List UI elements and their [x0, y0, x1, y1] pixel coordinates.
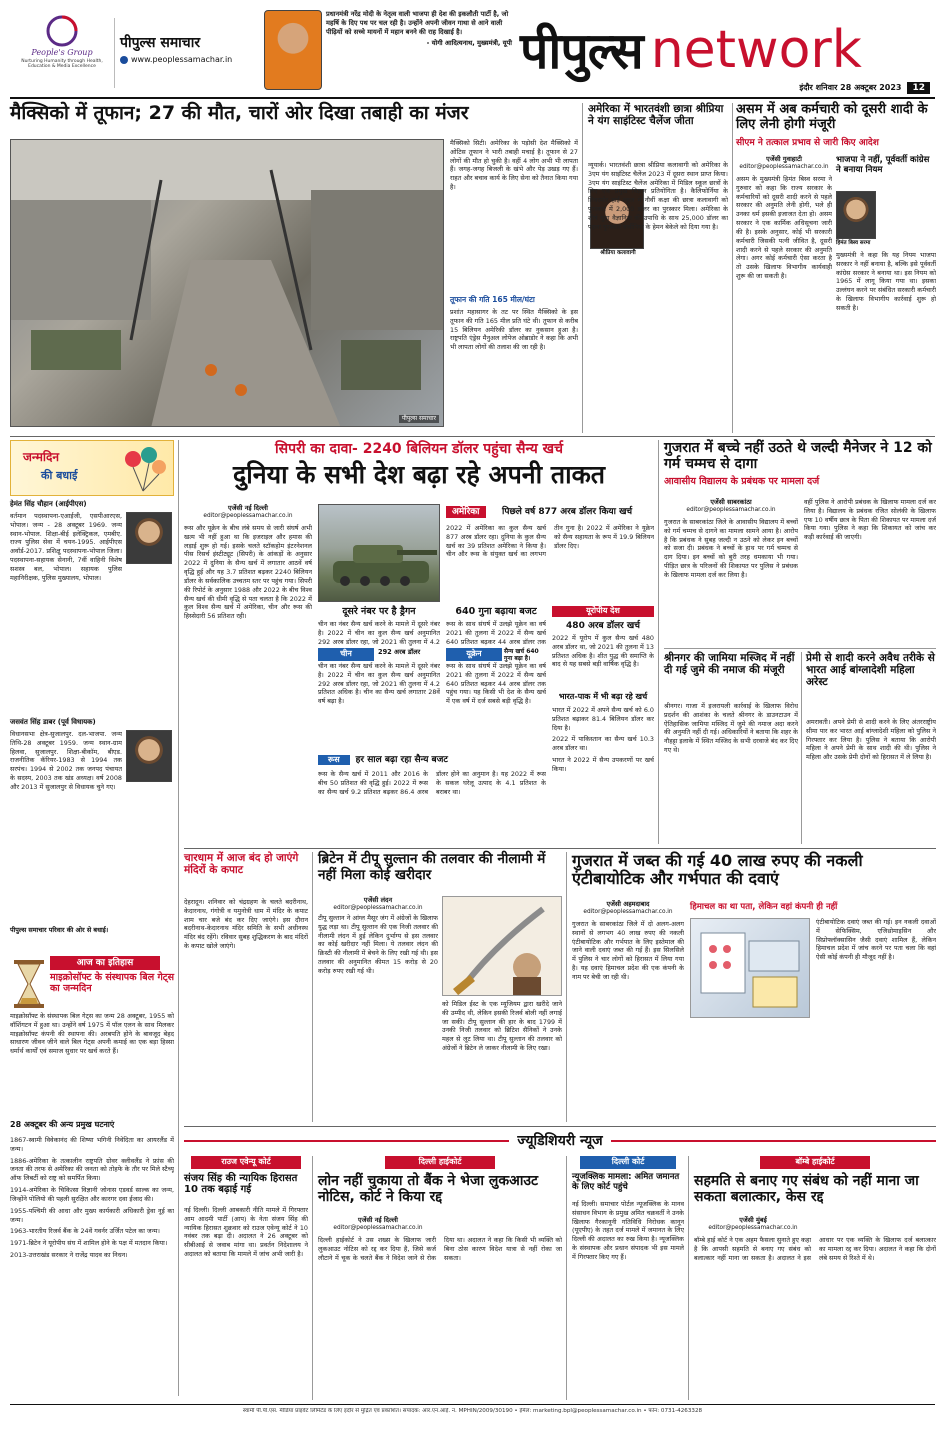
europe-label: यूरोपीय देश [552, 606, 654, 617]
network-brand [520, 6, 930, 80]
russia-row [318, 752, 546, 768]
military-byline-block [184, 504, 312, 521]
judiciary-col-1 [184, 1156, 308, 1400]
jama-headline: श्रीनगर की जामिया मस्जिद में नहीं दी गई जुमे की नमाज की मंजूरी [664, 652, 795, 677]
history-events-title: 28 अक्टूबर की अन्य प्रमुख घटनाएं [10, 1120, 115, 1129]
quote-text: प्रधानमंत्री नरेंद्र मोदी के नेतृत्व वाली भाजपा ही देश की इकलौती पार्टी है, जो महर्षि के दिए पथ पर चल रही है। उन्होंने अपनी जीवन गाथा से आने वाली पीढ़ियों को सच्चे मायनों में महान बनने की राह दिखाई है। [326, 10, 509, 37]
ukraine-head: 640 गुना बढ़ाया बजट [455, 606, 537, 617]
ukraine-label: यूक्रेन [446, 648, 502, 661]
mexico-headline: मैक्सिको में तूफान; 27 की मौत, चारों ओर दिखा तबाही का मंजर [10, 102, 469, 124]
gujarat-medicine-body: गुजरात के साबरकांठा जिले में दो अलग-अलग स्थानों से लगभग 40 लाख रुपए की नकली एंटीबायोटिक और गर्भपात के लिए इस्तेमाल की जाने वाली दवाएं जब्त की गई हैं। इस सिलसिले में पुलिस ने चार लोगों को हिरासत में लिया गया है। यह दवाएं हिमाचल प्रदेश की एक कंपनी के नाम पर बेची जा रही थी। [572, 920, 684, 981]
shripriya-caption: श्रीप्रिया कलावागी [600, 250, 636, 256]
mexico-photo [10, 139, 444, 427]
shripriya-body: न्यूयार्क। भारतवंशी छात्रा श्रीप्रिया कलावागी को अमेरिका के 3एम यंग साइंटिस्ट चैलेंज 2023 में दूसरा स्थान प्राप्त किया। 3एम यंग साइंटिस्ट चैलेंज अमेरिका में मिडिल स्कूल छात्रों के लिए एक प्रमुख विज्ञान प्रतियोगिता है। कैलिफोर्निया के लिवरमोर हाई स्कूल में नौवीं कक्षा की छात्रा कलावागी को पुरस्कार में 2,000 डॉलर का पुरस्कार मिला। अमेरिका के शीर्ष युवा वैज्ञानिक की उपाधि के साथ 25,000 डॉलर का पहला पुरस्कार वर्जीनिया के हेमन बेकेले को दिया गया है। [588, 161, 728, 231]
history-event: 2013-उत्तराखंड सरकार ने राजेंद्र यादव का निधन। [10, 1251, 128, 1260]
history-label: आज का इतिहास [50, 956, 160, 970]
military-headline: दुनिया के सभी देश बढ़ा रहे अपनी ताकत [232, 459, 606, 489]
gujarat-school-byline-block [664, 498, 798, 515]
jama-story [664, 652, 798, 844]
tipu-headline: ब्रिटेन में टीपू सुल्तान की तलवार की नीलामी में नहीं मिला कोई खरीदार [318, 851, 546, 883]
gujarat-medicine-subhead: हिमाचल का था पता, लेकिन वहां कंपनी ही नहीं [690, 902, 838, 912]
history-event: 1955-पश्चिमी की आधा और मुख्य कार्यकारी अधिकारी ड्रेवा नूई का जन्म। [10, 1206, 174, 1224]
judiciary-c3-label: दिल्ली कोर्ट [580, 1156, 676, 1169]
history-title: माइक्रोसॉफ्ट के संस्थापक बिल गेट्स का जन्मदिन [50, 972, 174, 995]
gujarat-medicine-body-2: एंटीबायोटिक दवाएं जब्त की गई। इन नकली दवाओं में सेफिक्सिम, एजिथ्रोमाइसिन और सिप्रोफ्लॉक्सासिन जैसी दवाएं शामिल हैं, लेकिन हिमाचल प्रदेश में जांच करने पर पता चला कि वहां ऐसी कोई कंपनी ही मौजूद नहीं है। [816, 918, 936, 962]
china-body: चीन का नंबर सैन्य खर्च करने के मामले में दूसरे नंबर है। 2022 में चीन का कुल सैन्य खर्च अनुमानित 292 अरब डॉलर रहा, जो 2021 की तुलना में 4.2 प्रतिशत अधिक है। चीन का सैन्य खर्च लगातार 28वें वर्ष बढ़ा है। [318, 662, 440, 706]
birthday-title-1: जन्मदिन [23, 450, 60, 464]
china-value: 292 अरब डॉलर [378, 648, 421, 656]
russia-head: हर साल बढ़ा रहा सैन्य बजट [355, 754, 448, 765]
medicine-photo [690, 918, 810, 1018]
shripriya-headline: अमेरिका में भारतवंशी छात्रा श्रीप्रिया ने यंग साइंटिस्ट चैलेंज जीता [588, 103, 724, 128]
second-head: दूसरे नंबर पर है ड्रैगन [342, 606, 416, 617]
judiciary-c2-label: दिल्ली हाईकोर्ट [385, 1156, 495, 1169]
birthday-person-2-photo [126, 730, 172, 782]
birthday-person-2-name: जसवंत सिंह डाबर (पूर्व विधायक) [10, 718, 96, 726]
gujarat-school-byline: एजेंसी साबरकांठा [710, 498, 752, 506]
birthday-wish: पीपुल्स समाचार परिवार की ओर से बधाई। [10, 926, 109, 934]
peoples-group-tagline: Nurturing Humanity through Health, Education & Media Excellence [21, 58, 103, 70]
brand-hindi: पीपुल्स [520, 22, 643, 80]
balloons-icon [121, 445, 169, 493]
gujarat-school-subhead: आवासीय विद्यालय के प्रबंधक पर मामला दर्ज [664, 476, 820, 488]
mexico-body: प्रशांत महासागर के तट पर स्थित मैक्सिको के इस तूफान की गति 165 मील प्रति घंटे थी। तूफान से करीब 15 बिलियन अमेरिकी डॉलर का नुकसान हुआ है। राष्ट्रपति एंड्रेस मैनुअल लोपेज ओब्राडोर ने कहा कि अभी भी लापता लोगों की तलाश की जा रही है। [450, 308, 578, 352]
birthday-title-2: की बधाई [41, 469, 78, 482]
judiciary-c4-body: बॉम्बे हाई कोर्ट ने एक अहम फैसला सुनाते हुए कहा है कि आपसी सहमति से बनाए गए संबंध को बलात्कार नहीं माना जा सकता है। अदालत ने इस आधार पर एक व्यक्ति के खिलाफ दर्ज बलात्कार का मामला रद्द कर दिया। अदालत ने कहा कि दोनों लंबे समय से रिश्ते में थे। [694, 1236, 936, 1262]
judiciary-c2-email: editor@peoplessamachar.co.in [333, 1224, 423, 1231]
storm-damage-photo-icon [11, 140, 444, 427]
judiciary-col-4 [694, 1156, 936, 1400]
quote-author: - योगी आदित्यनाथ, मुख्यमंत्री, यूपी [426, 39, 512, 48]
judiciary-c1-head: संजय सिंह की न्यायिक हिरासत 10 तक बढ़ाई गई [184, 1172, 298, 1196]
judiciary-c2-byline-block [318, 1216, 438, 1233]
china-intro: चीन का नंबर सैन्य खर्च करने के मामले में दूसरे नंबर है। 2022 में चीन का कुल सैन्य खर्च अनुमानित 292 अरब डॉलर रहा, जो 2021 की तुलना में 4.2 [318, 620, 440, 646]
peoples-group-emblem-icon [45, 14, 79, 48]
assam-byline-block [736, 155, 832, 172]
america-head: पिछले वर्ष 877 अरब डॉलर किया खर्च [502, 507, 633, 517]
peoples-group-logo [12, 14, 112, 92]
website-link[interactable]: www.peoplessamachar.in [131, 54, 233, 64]
assam-body: असम के मुख्यमंत्री हिमंत बिस्व सरमा ने गुरुवार को कहा कि राज्य सरकार के कर्मचारियों को दूसरी शादी करने से पहले सरकार की अनुमति लेनी होगी, भले ही उनका धर्म इसकी इजाजत देता हो। असम सरकार ने एक कार्मिक अधिसूचना जारी की है। इसके अनुसार, कोई भी सरकारी कर्मचारी जिसकी पत्नी जीवित है, दूसरी शादी करने से पहले सरकार की अनुमति लेगा। अगर कोई कर्मचारी ऐसा करता है तो उसके खिलाफ विभागीय कार्यवाही शुरू की जा सकती है। [736, 175, 832, 281]
ukraine-intro: रूस के साथ संघर्ष में उलझे यूक्रेन का वर्ष 2021 की तुलना में 2022 में सैन्य खर्च 640 प्रतिशत बढ़कर 44 अरब डॉलर तक [446, 620, 546, 646]
birthday-person-1-name: हेमंत सिंह चौहान (आईपीएस) [10, 500, 87, 508]
assam-email: editor@peoplessamachar.co.in [739, 163, 829, 170]
assam-subhead: सीएम ने तत्काल प्रभाव से जारी किए आदेश [736, 137, 879, 148]
mexico-story [10, 103, 578, 433]
military-story [184, 440, 654, 844]
gujarat-school-email: editor@peoplessamachar.co.in [686, 506, 776, 513]
footer-imprint: स्वामी पी.पी.एस. मीडिया प्राइवेट लिमिटेड के लिए इंदौर से मुद्रित एवं प्रकाशित। संपादक: आर.एन.आई. नं. MPHIN/2009/30190 • ईमेल: marketing.bpl@peoplessamachar.co.in • फोन: 0731-4263328 [242, 1408, 703, 1414]
globe-icon [120, 56, 128, 64]
judiciary-c2-byline: एजेंसी नई दिल्ली [358, 1216, 398, 1224]
chardham-story [184, 852, 308, 1122]
china-label: चीन [318, 648, 374, 661]
america-body: 2022 में अमेरिका का कुल सैन्य खर्च 877 अरब डॉलर रहा। दुनिया के कुल सैन्य खर्च का 39 प्रतिशत अमेरिका ने किया है। चीन और रूस के संयुक्त खर्च का लगभग तीन गुना है। 2022 में अमेरिका ने यूक्रेन को सैन्य सहायता के रूप में 19.9 बिलियन डॉलर दिए। [446, 524, 654, 559]
birthday-banner [10, 440, 174, 496]
assam-box-body: मुख्यमंत्री ने कहा कि यह नियम भाजपा सरकार ने नहीं बनाया है, बल्कि इसे पूर्ववर्ती कांग्रेस सरकार ने बनाया था। इस नियम को 1965 में लागू किया गया था। इसका उल्लंघन करने पर संबंधित सरकारी कर्मचारी के खिलाफ विभागीय कार्रवाई शुरू हो सकती है। [836, 251, 936, 312]
assam-box [836, 155, 936, 429]
assam-cm-caption: हिमंत बिस्व सरमा [836, 240, 871, 246]
gujarat-medicine-email: editor@peoplessamachar.co.in [583, 908, 673, 915]
gujarat-school-story [664, 440, 936, 646]
assam-byline: एजेंसी गुवाहाटी [766, 155, 802, 163]
masthead [0, 0, 945, 100]
assam-story [736, 103, 936, 433]
assam-cm-photo [836, 191, 876, 239]
gujarat-medicine-headline: गुजरात में जब्त की गई 40 लाख रुपए की नकली एंटीबायोटिक और गर्भपात की दवाएं [572, 851, 863, 889]
europe-body: 2022 में यूरोप में कुल सैन्य खर्च 480 अरब डॉलर था, जो 2021 की तुलना में 13 प्रतिशत अधिक है। शीत युद्ध की समाप्ति के बाद से यह सबसे बड़ी वार्षिक वृद्धि है। [552, 634, 654, 669]
judiciary-banner-text: ज्यूडिशियरी न्यूज [517, 1132, 603, 1149]
quote-box [326, 10, 512, 92]
premi-story [806, 652, 936, 844]
india-head: भारत-पाक में भी बढ़ा रहे खर्च [558, 692, 648, 701]
premi-headline: प्रेमी से शादी करने अवैध तरीके से भारत आई बांग्लादेशी महिला अरेस्ट [806, 652, 935, 689]
mexico-lead: मैक्सिको सिटी। अमेरिका के पड़ोसी देश मैक्सिको में ओटिस तूफान ने भारी तबाही मचाई है। तूफान से 27 लोगों की मौत हो चुकी है। वहीं 4 लोग अभी भी लापता हैं। जगह-जगह बिजली के खंभे और पेड़ उखड़ गए हैं। राहत और बचाव कार्य के लिए सेना को तैनात किया गया है। [450, 139, 578, 192]
military-tank-photo [318, 504, 440, 602]
judiciary-c3-body: नई दिल्ली। समाचार पोर्टल न्यूजक्लिक के मानव संसाधन विभाग के प्रमुख अमित चक्रवर्ती ने उनके खिलाफ गैरकानूनी गतिविधि निरोधक कानून (यूएपीए) के तहत दर्ज मामले में जमानत के लिए दिल्ली की अदालत का रुख किया है। न्यूजक्लिक के संस्थापक और प्रधान संपादक भी इस मामले में गिरफ्तार किए गए हैं। [572, 1200, 684, 1261]
judiciary-c3-head: न्यूजक्लिक मामला: अमित जमानत के लिए कोर्ट पहुंचे [572, 1171, 680, 1192]
judiciary-c1-body: नई दिल्ली। दिल्ली आबकारी नीति मामले में गिरफ्तार आम आदमी पार्टी (आप) के नेता संजय सिंह की न्यायिक हिरासत शुक्रवार को राउज एवेन्यू कोर्ट ने 10 नवंबर तक बढ़ा दी। अदालत ने 26 अक्टूबर को सीबीआई से जवाब मांगा था। प्रवर्तन निदेशालय ने अदालत को बताया कि मामले में जांच अभी जारी है। [184, 1206, 308, 1259]
military-kicker: सिपरी का दावा- 2240 बिलियन डॉलर पहुंचा सैन्य खर्च [275, 441, 563, 457]
india-points [552, 706, 654, 842]
premi-body: अमरावती। अपने प्रेमी से शादी करने के लिए अंतरराष्ट्रीय सीमा पार कर भारत आई बांग्लादेशी महिला को पुलिस ने गिरफ्तार कर लिया है। पुलिस ने बताया कि आरोपी महिला ने अपने प्रेमी के साथ शादी की थी। पुलिस ने महिला और उसके प्रेमी दोनों को हिरासत में ले लिया है। [806, 718, 936, 762]
russia-body: रूस के सैन्य खर्च में 2011 और 2016 के बीच 50 प्रतिशत की वृद्धि हुई। 2022 में रूस का सैन्य खर्च 9.2 प्रतिशत बढ़कर 86.4 अरब डॉलर होने का अनुमान है। यह 2022 में रूस के सकल घरेलू उत्पाद के 4.1 प्रतिशत के बराबर था। [318, 770, 546, 796]
judiciary-c2-head: लोन नहीं चुकाया तो बैंक ने भेजा लुकआउट नोटिस, कोर्ट ने किया रद्द [318, 1172, 539, 1205]
birthday-person-1-body: वर्तमान पदस्थापना-एआईजी, एसपीआरएस, भोपाल। जन्म - 28 अक्टूबर 1969. जन्म स्थान-भोपाल. शिक्षा-बीई इलेक्ट्रिकल, एमबीए. राज्य पुलिस सेवा में चयन-1995. आईपीएस अवॉर्ड-2017. प्रशिक्षु पदस्थापना-भोपाल जिला। पदस्थापना-सहायक सेनानी, 7वीं वाहिनी विशेष सशस्त्र बल, भोपाल। सहायक पुलिस महानिरीक्षक, पुलिस मुख्यालय, भोपाल। [10, 512, 122, 582]
tipu-story [318, 852, 562, 1122]
birthday-section [10, 440, 174, 950]
medicine-strips-icon [691, 919, 811, 1019]
judiciary-c1-label: राउज एवेन्यू कोर्ट [191, 1156, 301, 1169]
assam-box-title: भाजपा ने नहीं, पूर्ववर्ती कांग्रेस ने बनाया नियम [836, 155, 930, 176]
history-body: माइक्रोसॉफ्ट के संस्थापक बिल गेट्स का जन्म 28 अक्टूबर, 1955 को वॉशिंगटन में हुआ था। उन्होंने वर्ष 1975 में पॉल एलन के साथ मिलकर माइक्रोसॉफ्ट कंपनी की स्थापना की। अरबपति होने के बावजूद बेहद साधारण जीवन जीने वाले बिल गेट्स अपनी कमाई का एक बड़ा हिस्सा धर्मार्थ कार्यों एवं समाज सुधार पर खर्च करते हैं। [10, 1012, 174, 1056]
judiciary-c4-head: सहमति से बनाए गए संबंध को नहीं माना जा सकता बलात्कार, केस रद्द [694, 1172, 919, 1205]
tipu-body-2: को मिडिल ईस्ट के एक म्यूजियम द्वारा खरीदे जाने की उम्मीद थी, लेकिन इसकी रिजर्व बोली नहीं लगाई जा सकी। टीपू सुल्तान की हार के बाद 1799 में उनकी निजी तलवार को ब्रिटिश सैनिकों ने उनके महल से लूट लिया था। टीपू सुल्तान की तलवार को अंग्रेजों ने ब्रिटेन ले जाकर नीलामी के लिए रखा। [442, 1000, 562, 1053]
history-events-list [10, 1136, 174, 1392]
paper-logo [120, 34, 260, 66]
brand-english: network [650, 20, 862, 80]
america-label: अमेरिका [446, 506, 486, 518]
quote-portrait [264, 10, 322, 90]
history-event: 1867-स्वामी विवेकानंद की शिष्या भगिनी निवेदिता का आयरलैंड में जन्म। [10, 1136, 174, 1153]
military-lead: रूस और यूक्रेन के बीच लंबे समय से जारी संघर्ष अभी खत्म भी नहीं हुआ था कि इजराइल और हमास की लड़ाई शुरू हो गई। इसके चलते स्टॉकहोम इंटरनेशनल पीस रिसर्च इंस्टीट्यूट (सिपरी) के आंकड़ों के अनुसार 2022 में दुनिया के सैन्य खर्च में लगातार आठवें वर्ष वृद्धि हुई और यह 3.7 प्रतिशत बढ़कर 2240 बिलियन डॉलर के सर्वकालिक उच्चतम स्तर पर पहुंच गया। सिपरी की रिपोर्ट के अनुसार 1988 और 2022 के बीच विश्व सैन्य खर्च की धीमी वृद्धि से पता चलता है कि 2022 में कुल विश्व सैन्य खर्च में अमेरिका, चीन और रूस की हिस्सेदारी 56 प्रतिशत रही। [184, 524, 312, 621]
paper-logo-text: पीपुल्स समाचार [120, 35, 201, 51]
birthday-person-1-photo [126, 512, 172, 564]
judiciary-banner [184, 1130, 936, 1152]
india-point: भारत ने 2022 में सैन्य उपकरणों पर खर्च किया। [552, 756, 654, 773]
chardham-body: देहरादून। शनिवार को चंद्रग्रहण के चलते बदरीनाथ, केदारनाथ, गंगोत्री व यमुनोत्री धाम में मंदिर के कपाट शाम चार बजे बंद कर दिए जाएंगे। इस दौरान बदरीनाथ-केदारनाथ मंदिर समिति के सभी अधीनस्थ मंदिर बंद रहेंगे। रविवार सुबह शुद्धिकरण के बाद मंदिरों के कपाट खोले जाएंगे। [184, 898, 308, 951]
judiciary-col-3 [572, 1156, 684, 1400]
shripriya-story [588, 103, 728, 433]
dateline [600, 82, 930, 94]
tipu-photo [442, 896, 562, 996]
judiciary-c2-body: दिल्ली हाईकोर्ट ने उस शख्स के खिलाफ जारी लुकआउट नोटिस को रद्द कर दिया है, जिसे कर्ज लौटाने में चूक के चलते बैंक ने विदेश जाने से रोक दिया था। अदालत ने कहा कि किसी भी व्यक्ति को बिना ठोस कारण विदेश यात्रा से नहीं रोका जा सकता। [318, 1236, 562, 1262]
tipu-email: editor@peoplessamachar.co.in [333, 904, 423, 911]
sword-icon [443, 897, 563, 997]
gujarat-medicine-byline: एजेंसी अहमदाबाद [606, 900, 650, 908]
ukraine-body: रूस के साथ संघर्ष में उलझे यूक्रेन का वर्ष 2021 की तुलना में 2022 में सैन्य खर्च 640 प्रतिशत बढ़कर 44 अरब डॉलर तक पहुंच गया। यह किसी भी देश के सैन्य खर्च में एक वर्ष में दर्ज सबसे बड़ी वृद्धि है। [446, 662, 546, 706]
gujarat-school-body: गुजरात के साबरकांठा जिले के आवासीय विद्यालय में बच्चों को गर्म चम्मच से दागने का मामला सामने आया है। आरोप है कि प्रबंधक ने सुबह जल्दी न उठने को लेकर इन बच्चों को सजा दी। प्रबंधक ने बच्चों के हाथ पर गर्म चम्मच से दाग दिया। इन बच्चों को बुरी तरह धमकाया भी गया। पीड़ित छात्र के परिजनों की शिकायत पर पुलिस ने प्रबंधक के खिलाफ मामला दर्ज कर लिया है। [664, 518, 798, 579]
tipu-byline-block [318, 896, 438, 913]
mexico-photo-credit: पीपुल्स समाचार [399, 415, 439, 423]
judiciary-c4-byline: एजेंसी मुंबई [739, 1216, 767, 1224]
history-event: 1886-अमेरिका के तत्कालीन राष्ट्रपति ग्रोवर क्लीवलैंड ने फ्रांस की जनता की तरफ से अमेरिका की जनता को तोहफे के तौर पर मिले स्टैच्यू ऑफ लिबर्टी को राष्ट्र को समर्पित किया। [10, 1156, 174, 1183]
gujarat-school-headline: गुजरात में बच्चे नहीं उठते थे जल्दी मैनेजर ने 12 को गर्म चम्मच से दागा [664, 440, 932, 473]
gujarat-medicine-byline-block [572, 900, 684, 917]
tipu-body: टीपू सुल्तान ने आंग्ल मैसूर जंग में अंग्रेजों के खिलाफ युद्ध लड़ा था। टीपू सुल्तान की एक निजी तलवार की नीलामी लंदन में हुई लेकिन दुर्भाग्य से इस तलवार का कोई खरीदार नहीं मिला। ये तलवार लंदन की क्रिस्टी की नीलामी में बेचने के लिए रखी गई थी। इस तलवार की अनुमानित कीमत 15 करोड़ से 20 करोड़ रुपए रखी गई थी। [318, 914, 438, 975]
page-number: 12 [907, 82, 930, 94]
jama-body: श्रीनगर। गाजा में इजरायली कार्रवाई के खिलाफ विरोध प्रदर्शन की आशंका के चलते श्रीनगर के डाउनटाउन में ऐतिहासिक जामिया मस्जिद में जुमे की नमाज अदा करने की अनुमति नहीं दी गई। अधिकारियों ने बताया कि शहर के नौहट्टा इलाके में स्थित मस्जिद के सभी दरवाजे बंद कर दिए गए थे। [664, 702, 798, 755]
judiciary-c4-email: editor@peoplessamachar.co.in [708, 1224, 798, 1231]
judiciary-col-2 [318, 1156, 562, 1400]
history-event: 1971-ब्रिटेन ने यूरोपीय संघ में शामिल होने के पक्ष में मतदान किया। [10, 1239, 168, 1248]
gujarat-school-body-2: वहीं पुलिस ने आरोपी प्रबंधक के खिलाफ मामला दर्ज कर लिया है। विद्यालय के प्रबंधक रजित सोलंकी के खिलाफ एफ 10 वर्षीय छात्र के पिता की शिकायत पर मामला दर्ज किया गया। पुलिस ने कहा कि शिकायत को जांच कर कड़ी कार्रवाई की जाएगी। [804, 498, 936, 542]
history-event: 1963-भारतीय रिजर्व बैंक के 24वें गवर्नर उर्जित पटेल का जन्म। [10, 1227, 160, 1236]
judiciary-c4-label: बॉम्बे हाईकोर्ट [760, 1156, 870, 1169]
judiciary-c4-byline-block [694, 1216, 812, 1233]
military-email: editor@peoplessamachar.co.in [203, 512, 293, 519]
mexico-subhead: तूफान की गति 165 मील/घंटा [450, 295, 535, 304]
ukraine-value: सैन्य खर्च 640 गुना बढ़ा है। [504, 648, 539, 663]
chardham-headline: चारधाम में आज बंद हो जाएंगे मंदिरों के कपाट [184, 852, 299, 877]
hourglass-icon [12, 958, 46, 1010]
tipu-byline: एजेंसी लंदन [363, 896, 393, 904]
assam-headline: असम में अब कर्मचारी को दूसरी शादी के लिए लेनी होगी मंजूरी [736, 102, 928, 132]
peoples-group-name: People's Group [31, 48, 93, 57]
india-point: 2022 में पाकिस्तान का सैन्य खर्च 10.3 अरब डॉलर था। [552, 735, 654, 753]
military-byline: एजेंसी नई दिल्ली [228, 504, 268, 512]
history-section [10, 956, 174, 1396]
india-point: भारत में 2022 में अपने सैन्य खर्च को 6.0 प्रतिशत बढ़ाकर 81.4 बिलियन डॉलर कर दिया है। [552, 706, 654, 732]
birthday-person-2-body: विधानसभा क्षेत्र-सुजालपुर. दल-भाजपा. जन्म तिथि-28 अक्टूबर 1959. जन्म स्थान-ग्राम हिलवा, सुजालपुर. शिक्षा-बीकॉम, बीएड. राजनीतिक कॅरियर-1983 से 1994 तक सरपंच। 1994 से 2002 तक जनपद पंचायत के सदस्य, 2003 तक खंड अध्यक्ष। वर्ष 2008 और 2013 में सुजालपुर से विधायक चुने गए। [10, 730, 122, 791]
europe-head: 480 अरब डॉलर खर्च [566, 621, 640, 631]
gujarat-medicine-story [572, 852, 936, 1122]
dateline-text: इंदौर शनिवार 28 अक्टूबर 2023 [799, 82, 902, 92]
history-event: 1914-अमेरिका के चिकित्सा विज्ञानी जोनास एडवर्ड साल्क का जन्म, जिन्होंने पोलियो की पहली सुरक्षित और कारगर दवा ईजाद की। [10, 1186, 174, 1203]
russia-label: रूस [318, 755, 350, 766]
tank-icon [319, 505, 441, 603]
